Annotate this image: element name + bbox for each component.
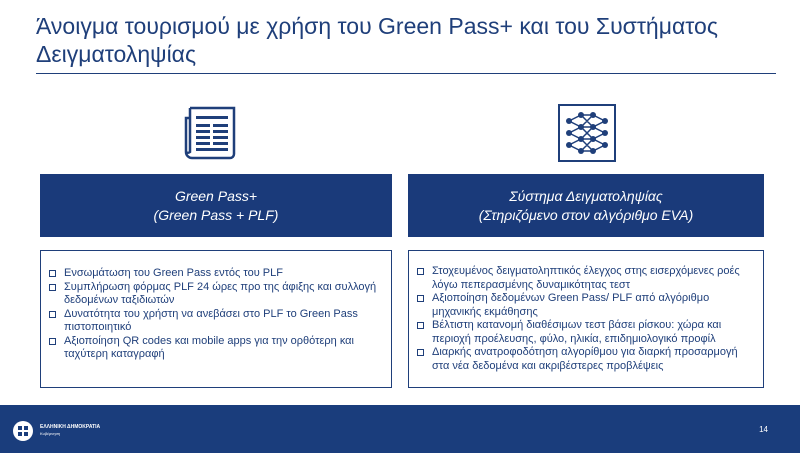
hellenic-republic-emblem-icon: [12, 420, 34, 442]
green-pass-header: [40, 174, 392, 237]
list-item: Βέλτιστη κατανομή διαθέσιμων τεστ βάσει ρίσκου: χώρα και περιοχή προέλευσης, φύλο, ηλικία, επιδημιολογικό προφίλ: [417, 319, 755, 346]
checkbox-bullet-icon: [417, 349, 424, 356]
sampling-system-title: Σύστημα Δειγματοληψίας: [509, 187, 663, 204]
sampling-system-subtitle: (Στηριζόμενο στον αλγόριθμο EVA): [478, 206, 694, 223]
footer-organization: ΕΛΛΗΝΙΚΗ ΔΗΜΟΚΡΑΤΙΑ: [40, 424, 101, 430]
slide-title: Άνοιγμα τουρισμού με χρήση του Green Pass+ και του Συστήματος Δειγματοληψίας: [36, 13, 718, 67]
green-pass-subtitle: (Green Pass + PLF): [153, 206, 279, 223]
checkbox-bullet-icon: [417, 322, 424, 329]
checkbox-bullet-icon: [417, 268, 424, 275]
footer-bar: [0, 405, 800, 453]
checkbox-bullet-icon: [49, 270, 56, 277]
page-number: 14: [759, 425, 768, 434]
footer-subtitle: Κυβέρνηση: [40, 431, 61, 436]
list-item: Διαρκής ανατροφοδότηση αλγορίθμου για διαρκή προσαρμογή στα νέα δεδομένα και ακριβέστερες προβλέψεις: [417, 346, 755, 373]
sampling-system-list: [408, 250, 764, 388]
newspaper-icon: [182, 104, 242, 162]
sampling-system-header: [408, 174, 764, 237]
neural-network-icon: [557, 103, 617, 163]
checkbox-bullet-icon: [49, 338, 56, 345]
list-item: Δυνατότητα του χρήστη να ανεβάσει στο PLF το Green Pass πιστοποιητικό: [49, 308, 383, 335]
list-item: Αξιοποίηση QR codes και mobile apps για την ορθότερη και ταχύτερη καταγραφή: [49, 335, 383, 362]
list-item: Συμπλήρωση φόρμας PLF 24 ώρες προ της άφιξης και συλλογή δεδομένων ταξιδιωτών: [49, 281, 383, 308]
title-divider: [36, 73, 776, 74]
green-pass-title: Green Pass+: [174, 187, 258, 204]
checkbox-bullet-icon: [49, 284, 56, 291]
list-item: Στοχευμένος δειγματοληπτικός έλεγχος στης εισερχόμενες ροές λόγω πεπερασμένης δυναμικότητας τεστ: [417, 265, 755, 292]
list-item: Ενσωμάτωση του Green Pass εντός του PLF: [49, 267, 383, 281]
green-pass-list: [40, 250, 392, 388]
checkbox-bullet-icon: [417, 295, 424, 302]
checkbox-bullet-icon: [49, 311, 56, 318]
list-item: Αξιοποίηση δεδομένων Green Pass/ PLF από αλγόριθμο μηχανικής εκμάθησης: [417, 292, 755, 319]
